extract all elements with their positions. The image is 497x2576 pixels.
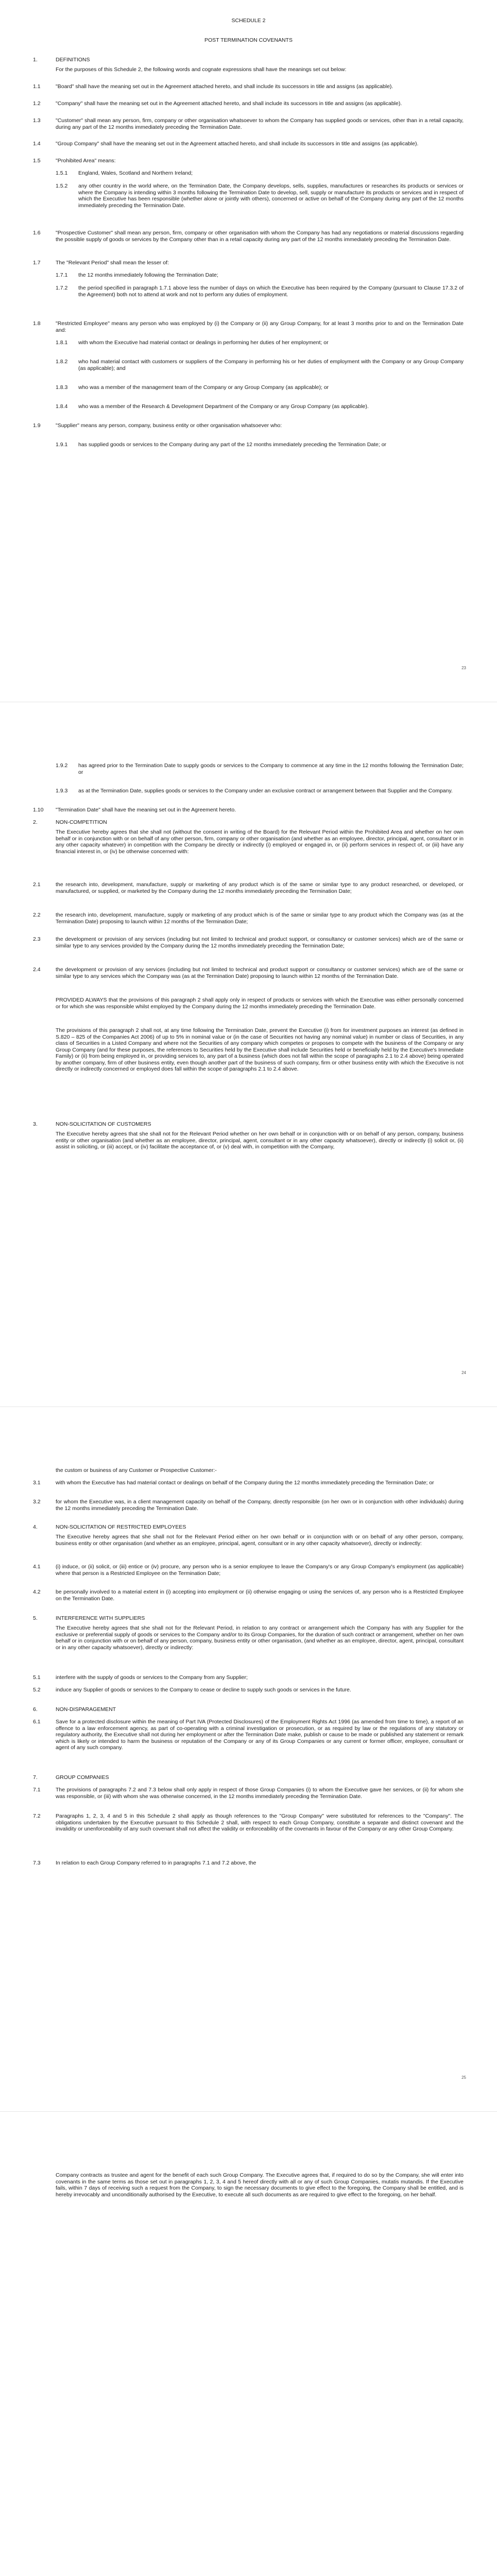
section-intro: The Executive hereby agrees that she shall not (without the consent in writing of the Board) for the Relevant Period within the Prohibited Area and whether on her own behalf or in conjunction with or on behalf of any other person, firm, company or other organisation (and whether as an employee, director, principal, agent, consultant or in any other capacity whatever) in competition with the Company be directly or indirectly (i) employed or engaged in, or (ii) perform services in respect of, or (iii) have any financial interest in, or (iv) be otherwise concerned with:: [56, 829, 464, 855]
section-intro: The Executive hereby agrees that she shall not for the Relevant Period either on her own behalf or in conjunction with or on behalf of any other person, company, business entity or other organisation (and whether as an employee, principal, agent, consultant or in any other capacity whatsoever), directly or indirectly:: [56, 1534, 464, 1547]
continuation-text: Company contracts as trustee and agent for the benefit of each such Group Company. The Executive agrees that, if required to do so by the Company, she will enter into covenants in the same terms as those set out in paragraphs 1, 2, 3, 4 and 5 hereof directly with all or any of such Group Companies, mutatis mutandis. If the Executive fails, within 7 days of receiving such a request from the Company, to sign the necessary documents to give effect to the foregoing, the Company shall be entitled, and is hereby irrevocably and unconditionally authorised by the Executive, to execute all such documents as are required to give effect to the foregoing, on her behalf.: [56, 2172, 464, 2198]
schedule-label: SCHEDULE 2: [231, 18, 266, 24]
page-number: 23: [461, 666, 466, 670]
proviso: PROVIDED ALWAYS that the provisions of this paragraph 2 shall apply only in respect of products or services with which the Executive was either personally concerned or for which she was responsible whilst employed by the Company during the 12 months immediately preceding the Termination Date.: [56, 997, 464, 1010]
page-number: 25: [461, 2075, 466, 2080]
page-4: [0, 2112, 497, 2576]
section-intro: For the purposes of this Schedule 2, the following words and cognate expressions shall have the meanings set out below:: [56, 66, 347, 73]
page-1: SCHEDULE 2 POST TERMINATION COVENANTS 1. DEFINITIONS For the purposes of this Schedule 2, the following words and cognate expressions shall have the meanings set out below: 1.1 "Board" shall have the meaning set out in the Agreement attached hereto, and shall include its successors in title and assigns (as applicable). 1.2 "Company" shall have the meaning set out in the Agreement attached hereto, and shall include its successors in title and assigns (as applicable). 1.3 "Customer" shall mean any person, firm, company or other organisation whatsoever to whom the Company has supplied goods or services, other than in a retail capacity, during any part of the 12 months immediately preceding the Termination Date. 1.4 "Group Company" shall have the meaning set out in the Agreement attached hereto, and shall include its successors in title and assigns (as applicable). 1.5 "Prohibited Area" means: 1.5.1 England, Wales, Scotland and Northern Ireland; 1.5.2 any other country in the world where, on the Termination Date, the Company develops, sells, supplies, manufactures or researches its products or services or where the Company is intending within 3 months following the Termination Date to develop, sell, supply or manufacture its products or services and in respect of which the Executive has been responsible (whether alone or jointly with others), concerned or active on behalf of the Company during any part of the 12 months immediately preceding the Termination Date. 1.6 "Prospective Customer" shall mean any person, firm, company or other organisation with whom the Company has had any negotiations or material discussions regarding the possible supply of goods or services by the Company other than in a retail capacity during any part of the 12 months immediately preceding the Termination Date. 1.7 The "Relevant Period" shall mean the lesser of: 1.7.1 the 12 months immediately following the Termination Date; 1.7.2 the period specified in paragraph 1.7.1 above less the number of days on which the Executive has been required by the Company (pursuant to Clause 17.3.2 of the Agreement) both not to attend at work and not to perform any duties of employment. 1.8 "Restricted Employee" means any person who was employed by (i) the Company or (ii) any Group Company, for at least 3 months prior to and on the Termination Date and: 1.8.1 with whom the Executive had material contact or dealings in performing her duties of her employment; or 1.8.2 who had material contact with customers or suppliers of the Company in performing his or her duties of employment with the Company or any Group Company (as applicable); and 1.8.3 who was a member of the management team of the Company or any Group Company (as applicable); or 1.8.4 who was a member of the Research & Development Department of the Company or any Group Company (as applicable). 1.9 "Supplier" means any person, company, business entity or other organisation whatsoever who: 1.9.1 has supplied goods or services to the Company during any part of the 12 months immediately preceding the Termination Date; or 23: [0, 0, 497, 701]
closing-paragraph: The provisions of this paragraph 2 shall not, at any time following the Termination Date, prevent the Executive (i) from for investment purposes an interest (as defined in S.820 – 825 of the Companies Act 2006) of up to 5% in nominal value or (in the case of Securities not having any nominal value) in number or class of Securities, in any class of Securities in a Listed Company and where not the Securities of any company which competes or proposes to compete with the business of the Company or any Group Company (and for these purposes, the references to Securities held by the Executive shall include Securities held or beneficially held by the Executive's Immediate Family) or (ii) from being employed in, or providing services to, any part of a business (which does not fall within the scope of paragraphs 2.1 to 2.4 above) being operated by another company, firm of other business entity, even though another part of the business of such company, firm or other business entity with which the Executive is not directly or indirectly concerned or employed does fall within the scope of paragraphs 2.1 to 2.4 above.: [56, 1027, 464, 1072]
page-divider: [0, 2111, 497, 2112]
page-2: 1.9.2 has agreed prior to the Termination Date to supply goods or services to the Company to commence at any time in the 12 months following the Termination Date; or 1.9.3 as at the Termination Date, supplies goods or services to the Company under an exclusive contract or arrangement between that Supplier and the Company. 1.10 "Termination Date" shall have the meaning set out in the Agreement hereto. 2. NON-COMPETITION The Executive hereby agrees that she shall not (without the consent in writing of the Board) for the Relevant Period within the Prohibited Area and whether on her own behalf or in conjunction with or on behalf of any other person, firm, company or other organisation (and whether as an employee, director, principal, agent, consultant or in any other capacity whatever) in competition with the Company be directly or indirectly (i) employed or engaged in, or (ii) perform services in respect of, or (iii) have any financial interest in, or (iv) be otherwise concerned with: 2.1 the research into, development, manufacture, supply or marketing of any product which is of the same or similar type to any product researched, or developed, or manufactured, or supplied, or marketed by the Company during the 12 months immediately preceding the Termination Date; 2.2 the research into, development, manufacture, supply or marketing of any product which is of the same or similar type to any product which the Company was (as at the Termination Date) proposing to launch within 12 months of the Termination Date; 2.3 the development or provision of any services (including but not limited to technical and product support, or consultancy or customer services) which are of the same or similar type to any services provided by the Company during the 12 months immediately preceding the Termination Date; 2.4 the development or provision of any services (including but not limited to technical and product support or consultancy or customer services) which are of the same or similar type to any services which the Company was (as at the Termination Date) proposing to launch within 12 months of the Termination Date. PROVIDED ALWAYS that the provisions of this paragraph 2 shall apply only in respect of products or services with which the Executive was either personally concerned or for which she was responsible whilst employed by the Company during the 12 months immediately preceding the Termination Date. The provisions of this paragraph 2 shall not, at any time following the Termination Date, prevent the Executive (i) from for investment purposes an interest (as defined in S.820 – 825 of the Companies Act 2006) of up to 5% in nominal value or (in the case of Securities not having any nominal value) in number or class of Securities, in any class of Securities in a Listed Company and where not the Securities of any company which competes or proposes to compete with the business of the Company or any Group Company (and for these purposes, the references to Securities held by the Executive shall include Securities held or beneficially held by the Executive's Immediate Family) or (ii) from being employed in, or providing services to, any part of a business (which does not fall within the scope of paragraphs 2.1 to 2.4 above) being operated by another company, firm of other business entity, even though another part of the business of such company, firm or other business entity with which the Executive is not directly or indirectly concerned or employed does fall within the scope of paragraphs 2.1 to 2.4 above. 3. NON-SOLICITATION OF CUSTOMERS The Executive hereby agrees that she shall not for the Relevant Period whether on her own behalf or in conjunction with or on behalf of any person, company, business entity or other organisation (and whether as an employee, director, principal, agent, consultant or in any other capacity whatsoever), directly or indirectly (i) solicit or, (ii) assist in soliciting, or (iii) accept, or (iv) facilitate the acceptance of, or (v) deal with, in competition with the Company, 24: [0, 703, 497, 1406]
section-intro: The Executive hereby agrees that she shall not for the Relevant Period whether on her own behalf or in conjunction with or on behalf of any person, company, business entity or other organisation (and whether as an employee, director, principal, agent, consultant or in any other capacity whatsoever), directly or indirectly (i) solicit or, (ii) assist in soliciting, or (iii) accept, or (iv) facilitate the acceptance of, or (v) deal with, in competition with the Company,: [56, 1131, 464, 1150]
continuation-text: the custom or business of any Customer or Prospective Customer:-: [56, 1467, 217, 1473]
section-intro: The Executive hereby agrees that she shall not for the Relevant Period, in relation to any contract or arrangement which the Company has with any Supplier for the exclusive or preferential supply of goods or services to the Company and/or to its Group Companies, for the duration of such contract or arrangement, whether on her own behalf or in conjunction with or on behalf of any person, company, business entity or other organisation, (and whether as an employee, director, agent, principal, consultant or in any other capacity whatsoever), directly or indirectly:: [56, 1625, 464, 1651]
document-title: POST TERMINATION COVENANTS: [204, 37, 293, 43]
page-divider: [0, 1406, 497, 1407]
page-number: 24: [461, 1370, 466, 1375]
page-3: the custom or business of any Customer or Prospective Customer:- 3.1 with whom the Executive has had material contact or dealings on behalf of the Company during the 12 months immediately preceding the Termination Date; or 3.2 for whom the Executive was, in a client management capacity on behalf of the Company, directly responsible (on her own or in conjunction with other individuals) during the 12 months immediately preceding the Termination Date. 4. NON-SOLICITATION OF RESTRICTED EMPLOYEES The Executive hereby agrees that she shall not for the Relevant Period either on her own behalf or in conjunction with or on behalf of any other person, company, business entity or other organisation (and whether as an employee, principal, agent, consultant or in any other capacity whatsoever), directly or indirectly: 4.1 (i) induce, or (ii) solicit, or (iii) entice or (iv) procure, any person who is a senior employee to leave the Company's or any Group Company's employment (as applicable) where that person is a Restricted Employee on the Termination Date; 4.2 be personally involved to a material extent in (i) accepting into employment or (ii) otherwise engaging or using the services of, any person who is a Restricted Employee on the Termination Date. 5. INTERFERENCE WITH SUPPLIERS The Executive hereby agrees that she shall not for the Relevant Period, in relation to any contract or arrangement which the Company has with any Supplier for the exclusive or preferential supply of goods or services to the Company and/or to its Group Companies, for the duration of such contract or arrangement, whether on her own behalf or in conjunction with or on behalf of any person, company, business entity or other organisation, (and whether as an employee, director, agent, principal, consultant or in any other capacity whatsoever), directly or indirectly: 5.1 interfere with the supply of goods or services to the Company from any Supplier; 5.2 induce any Supplier of goods or services to the Company to cease or decline to supply such goods or services in the future. 6. NON-DISPARAGEMENT 6.1 Save for a protected disclosure within the meaning of Part IVA (Protected Disclosures) of the Employment Rights Act 1996 (as amended from time to time), a report of an offence to a law enforcement agency, as part of co-operating with a criminal investigation or prosecution, or as required by law or the regulations of any statutory or regulatory authority, the Executive shall not during her employment or after the Termination Date make, publish or cause to be made or published any statement or remark which is likely or intended to harm the business or reputation of the Company or any of its Group Companies or any current or former officer, employee, consultant or agent of any such company. 7. GROUP COMPANIES 7.1 The provisions of paragraphs 7.2 and 7.3 below shall only apply in respect of those Group Companies (i) to whom the Executive gave her services, or (ii) for whom she was responsible, or (iii) with whom she was otherwise concerned, in the 12 months immediately preceding the Termination Date. 7.2 Paragraphs 1, 2, 3, 4 and 5 in this Schedule 2 shall apply as though references to the "Group Company" were substituted for references to the "Company". The obligations undertaken by the Executive pursuant to this Schedule 2 shall, with respect to each Group Company, constitute a separate and distinct covenant and the invalidity or unenforceability of any such covenant shall not affect the validity or enforceability of the covenants in favour of the Company or any other Group Company. 7.3 In relation to each Group Company referred to in paragraphs 7.1 and 7.2 above, the 25: [0, 1408, 497, 2111]
